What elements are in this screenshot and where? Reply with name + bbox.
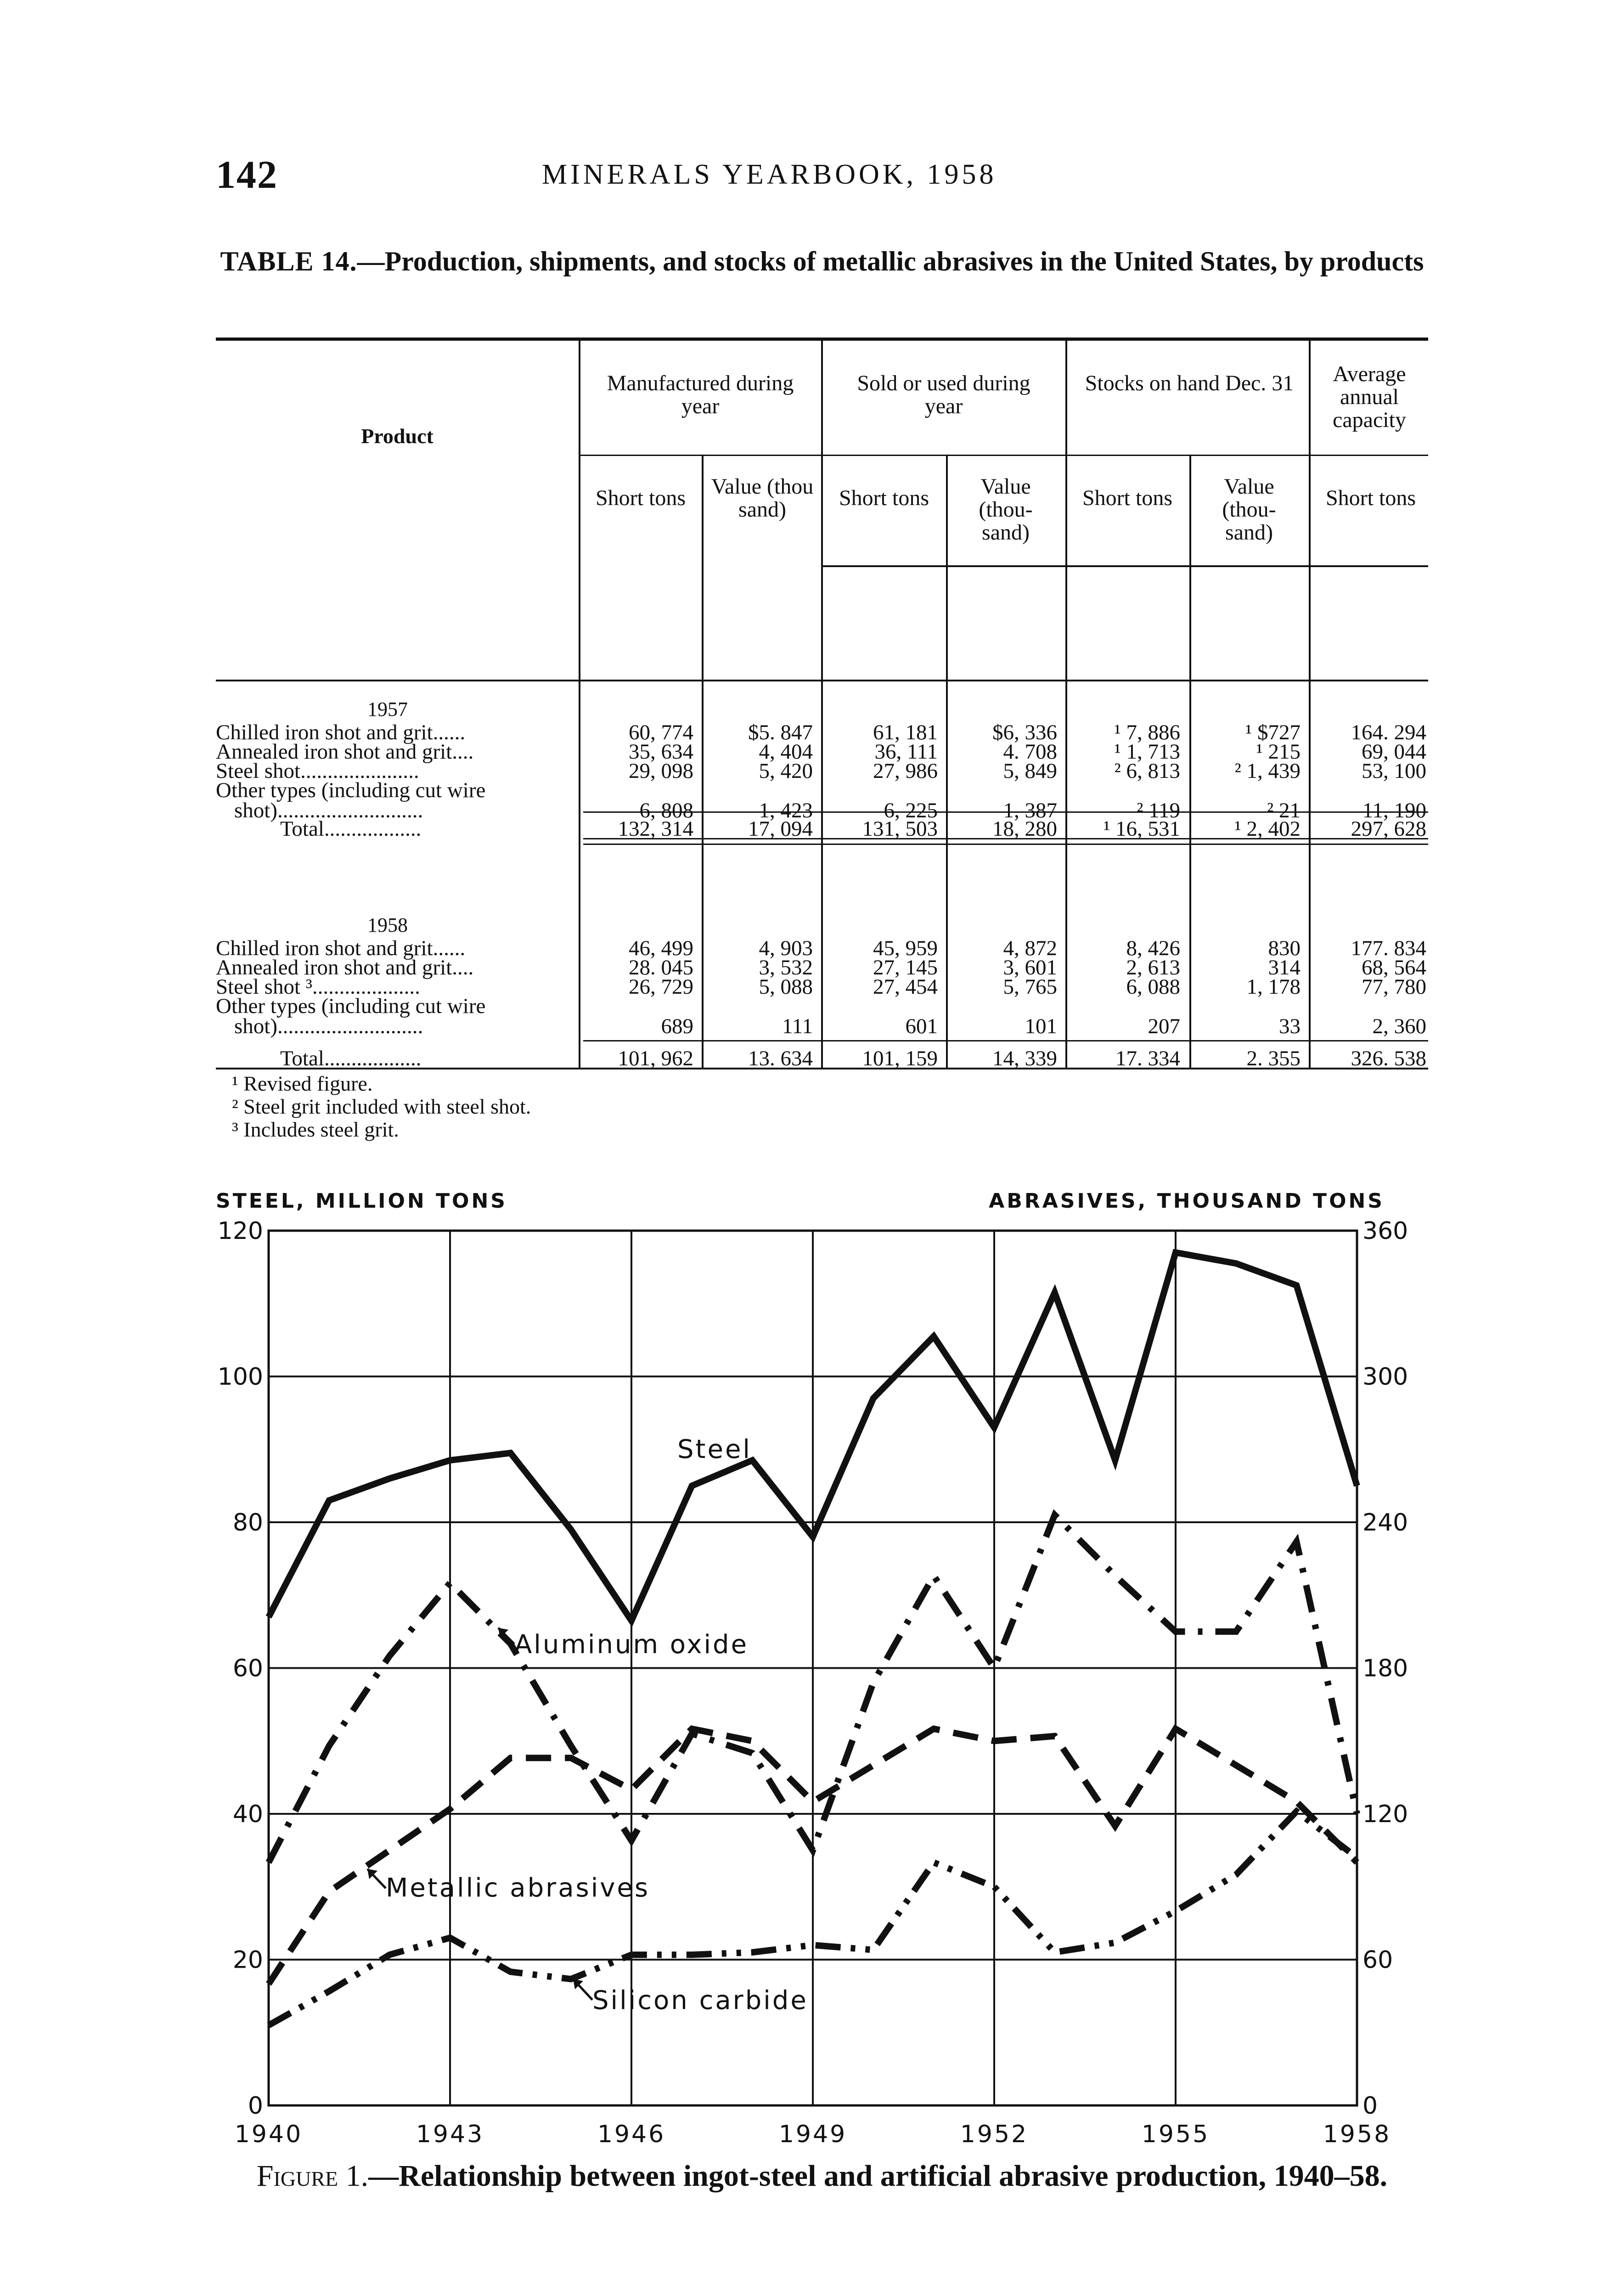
total-cell: ¹ 16, 531 [1104, 817, 1180, 841]
table-cell: 77, 780 [1362, 975, 1426, 999]
series-label: Silicon carbide [592, 1986, 808, 2015]
figure-caption-label: Figure 1. [256, 2159, 369, 2193]
table-cell: 45, 959 [873, 936, 938, 960]
table-cell: ¹ 1, 713 [1114, 740, 1180, 764]
table-cell: ² 6, 813 [1114, 759, 1180, 783]
total-cell: 14, 339 [992, 1047, 1057, 1070]
table-cell: 2, 613 [1126, 956, 1180, 979]
right-tick-label: 360 [1363, 1217, 1408, 1245]
table-cell: 68, 564 [1362, 956, 1426, 979]
left-axis-title: STEEL, MILLION TONS [216, 1189, 507, 1213]
left-tick-label: 0 [248, 2092, 263, 2120]
table-cell: 4, 404 [759, 740, 813, 764]
row-label: Other types (including cut wire [216, 994, 486, 1018]
table-cell: 26, 729 [629, 975, 693, 999]
total-cell: 297, 628 [1351, 817, 1426, 841]
right-tick-label: 60 [1363, 1946, 1393, 1974]
table-cell: ² 21 [1267, 799, 1301, 822]
series-label: Aluminum oxide [514, 1630, 749, 1660]
x-tick-label: 1955 [1141, 2121, 1210, 2148]
total-cell: 132, 314 [618, 817, 693, 841]
total-cell: 131, 503 [862, 817, 938, 841]
table-cell: 177. 834 [1351, 936, 1426, 960]
x-tick-label: 1958 [1323, 2121, 1391, 2148]
total-cell: 101, 159 [862, 1047, 938, 1070]
year-heading: 1958 [367, 914, 408, 936]
total-cell: ¹ 2, 402 [1234, 817, 1301, 841]
product-header: Product [361, 424, 434, 448]
row-label: Steel shot...................... [216, 759, 419, 783]
total-label: Total.................. [280, 817, 422, 841]
table-cell: 4. 708 [1003, 740, 1057, 764]
group-header-sold: Sold or used during year [857, 371, 1030, 418]
table-cell: ² 1, 439 [1234, 759, 1301, 783]
x-tick-label: 1949 [778, 2121, 847, 2148]
table-cell: 4, 872 [1003, 936, 1057, 960]
table-cell: 5, 420 [759, 759, 813, 783]
page-number: 142 [216, 152, 278, 197]
table-cell: 689 [661, 1014, 693, 1038]
table-cell: 164. 294 [1351, 720, 1426, 744]
table-cell: 6, 225 [884, 799, 938, 822]
table-cell: ¹ 7, 886 [1114, 720, 1180, 744]
chart-grid [269, 1231, 1357, 2105]
table-cell: 28. 045 [629, 956, 693, 979]
table-cell: 5, 765 [1003, 975, 1057, 999]
group-header-stocks: Stocks on hand Dec. 31 [1085, 371, 1294, 395]
table-cell: 830 [1268, 936, 1301, 960]
row-label: Annealed iron shot and grit.... [216, 740, 474, 764]
table-cell: 1, 423 [759, 799, 813, 822]
series-label: Metallic abrasives [386, 1873, 650, 1903]
left-tick-label: 100 [217, 1363, 263, 1391]
table-cell: $6, 336 [992, 720, 1057, 744]
table-cell: 101 [1025, 1014, 1057, 1038]
x-tick-label: 1940 [234, 2121, 303, 2148]
total-cell: 17. 334 [1115, 1047, 1180, 1070]
total-cell: 326. 538 [1351, 1047, 1426, 1070]
table-caption-label: TABLE 14. [220, 246, 357, 276]
left-tick-label: 80 [232, 1509, 263, 1536]
table-cell: 2, 360 [1372, 1014, 1426, 1038]
total-cell: 13. 634 [748, 1047, 813, 1070]
series-label: Steel [677, 1435, 752, 1464]
table-cell: 27, 145 [873, 956, 938, 979]
table-cell: 69, 044 [1362, 740, 1426, 764]
table-cell: 61, 181 [873, 720, 938, 744]
table-cell: 314 [1268, 956, 1301, 979]
figure-caption-text: —Relationship between ingot-steel and artificial abrasive production, 1940–58. [368, 2159, 1388, 2193]
subhead-value: Value (thou- sand) [1222, 474, 1276, 545]
subhead-value: Value (thou- sand) [979, 474, 1033, 545]
figure-caption [216, 2158, 1428, 2194]
right-tick-label: 300 [1363, 1363, 1408, 1391]
table-cell: 35, 634 [629, 740, 693, 764]
x-tick-label: 1952 [960, 2121, 1029, 2148]
group-header-manufactured: Manufactured during year [607, 371, 794, 418]
left-tick-label: 20 [232, 1946, 263, 1974]
row-label: Chilled iron shot and grit...... [216, 936, 466, 960]
subhead-short-tons: Short tons [839, 486, 929, 510]
footnote: ³ Includes steel grit. [232, 1118, 399, 1141]
right-axis-title: ABRASIVES, THOUSAND TONS [989, 1189, 1385, 1213]
table-cell: 46, 499 [629, 936, 693, 960]
table-cell: 33 [1279, 1014, 1301, 1038]
right-tick-label: 180 [1363, 1654, 1408, 1683]
row-label-continued: shot)........................... [234, 1014, 423, 1038]
right-tick-label: 240 [1363, 1509, 1408, 1536]
table-cell: 1, 387 [1003, 799, 1057, 822]
x-tick-label: 1946 [597, 2121, 666, 2148]
table-cell: 27, 454 [873, 975, 938, 999]
table-cell: ² 119 [1137, 799, 1180, 822]
x-tick-label: 1943 [416, 2121, 484, 2148]
total-cell: 2. 355 [1246, 1047, 1301, 1070]
running-head: MINERALS YEARBOOK, 1958 [542, 159, 997, 190]
table-caption-text: —Production, shipments, and stocks of metallic abrasives in the United States, by products [357, 246, 1424, 276]
table-cell: 3, 532 [759, 956, 813, 979]
table-cell: 4, 903 [759, 936, 813, 960]
row-label: Chilled iron shot and grit...... [216, 720, 466, 744]
table-cell: 5, 088 [759, 975, 813, 999]
table-cell: 53, 100 [1362, 759, 1426, 783]
table-cell: 6, 088 [1126, 975, 1180, 999]
subhead-short-tons: Short tons [1325, 486, 1416, 510]
table-cell: 111 [782, 1014, 813, 1038]
table-cell: 8, 426 [1126, 936, 1180, 960]
row-label: Steel shot ³.................... [216, 975, 420, 999]
table-cell: $5. 847 [748, 720, 813, 744]
footnote: ¹ Revised figure. [232, 1072, 373, 1095]
year-heading: 1957 [367, 698, 408, 720]
total-cell: 101, 962 [618, 1047, 693, 1070]
left-tick-label: 60 [232, 1654, 263, 1683]
subhead-value: Value (thou sand) [711, 474, 814, 522]
table-cell: 601 [905, 1014, 938, 1038]
table-cell: ¹ 215 [1256, 740, 1301, 764]
left-tick-label: 120 [217, 1217, 263, 1245]
total-cell: 18, 280 [992, 817, 1057, 841]
row-label-continued: shot)........................... [234, 799, 423, 822]
table-cell: 1, 178 [1246, 975, 1301, 999]
table-cell: 29, 098 [629, 759, 693, 783]
right-tick-label: 120 [1363, 1801, 1408, 1828]
table-cell: 11, 190 [1362, 799, 1426, 822]
total-label: Total.................. [280, 1047, 422, 1070]
right-tick-label: 0 [1363, 2092, 1378, 2120]
footnote: ² Steel grit included with steel shot. [232, 1095, 531, 1118]
table-cell: 60, 774 [629, 720, 693, 744]
table-cell: 5, 849 [1003, 759, 1057, 783]
table-cell: 27, 986 [873, 759, 938, 783]
total-cell: 17, 094 [748, 817, 813, 841]
group-header-capacity: Average annual capacity [1333, 362, 1406, 432]
subhead-short-tons: Short tons [595, 486, 686, 510]
row-label: Other types (including cut wire [216, 778, 486, 802]
row-label: Annealed iron shot and grit.... [216, 956, 474, 979]
left-tick-label: 40 [232, 1801, 263, 1828]
subhead-short-tons: Short tons [1082, 486, 1173, 510]
table-cell: 3, 601 [1003, 956, 1057, 979]
table-cell: ¹ $727 [1245, 720, 1301, 744]
table-cell: 36, 111 [874, 740, 938, 764]
table-cell: 6, 808 [639, 799, 693, 822]
table-cell: 207 [1148, 1014, 1180, 1038]
